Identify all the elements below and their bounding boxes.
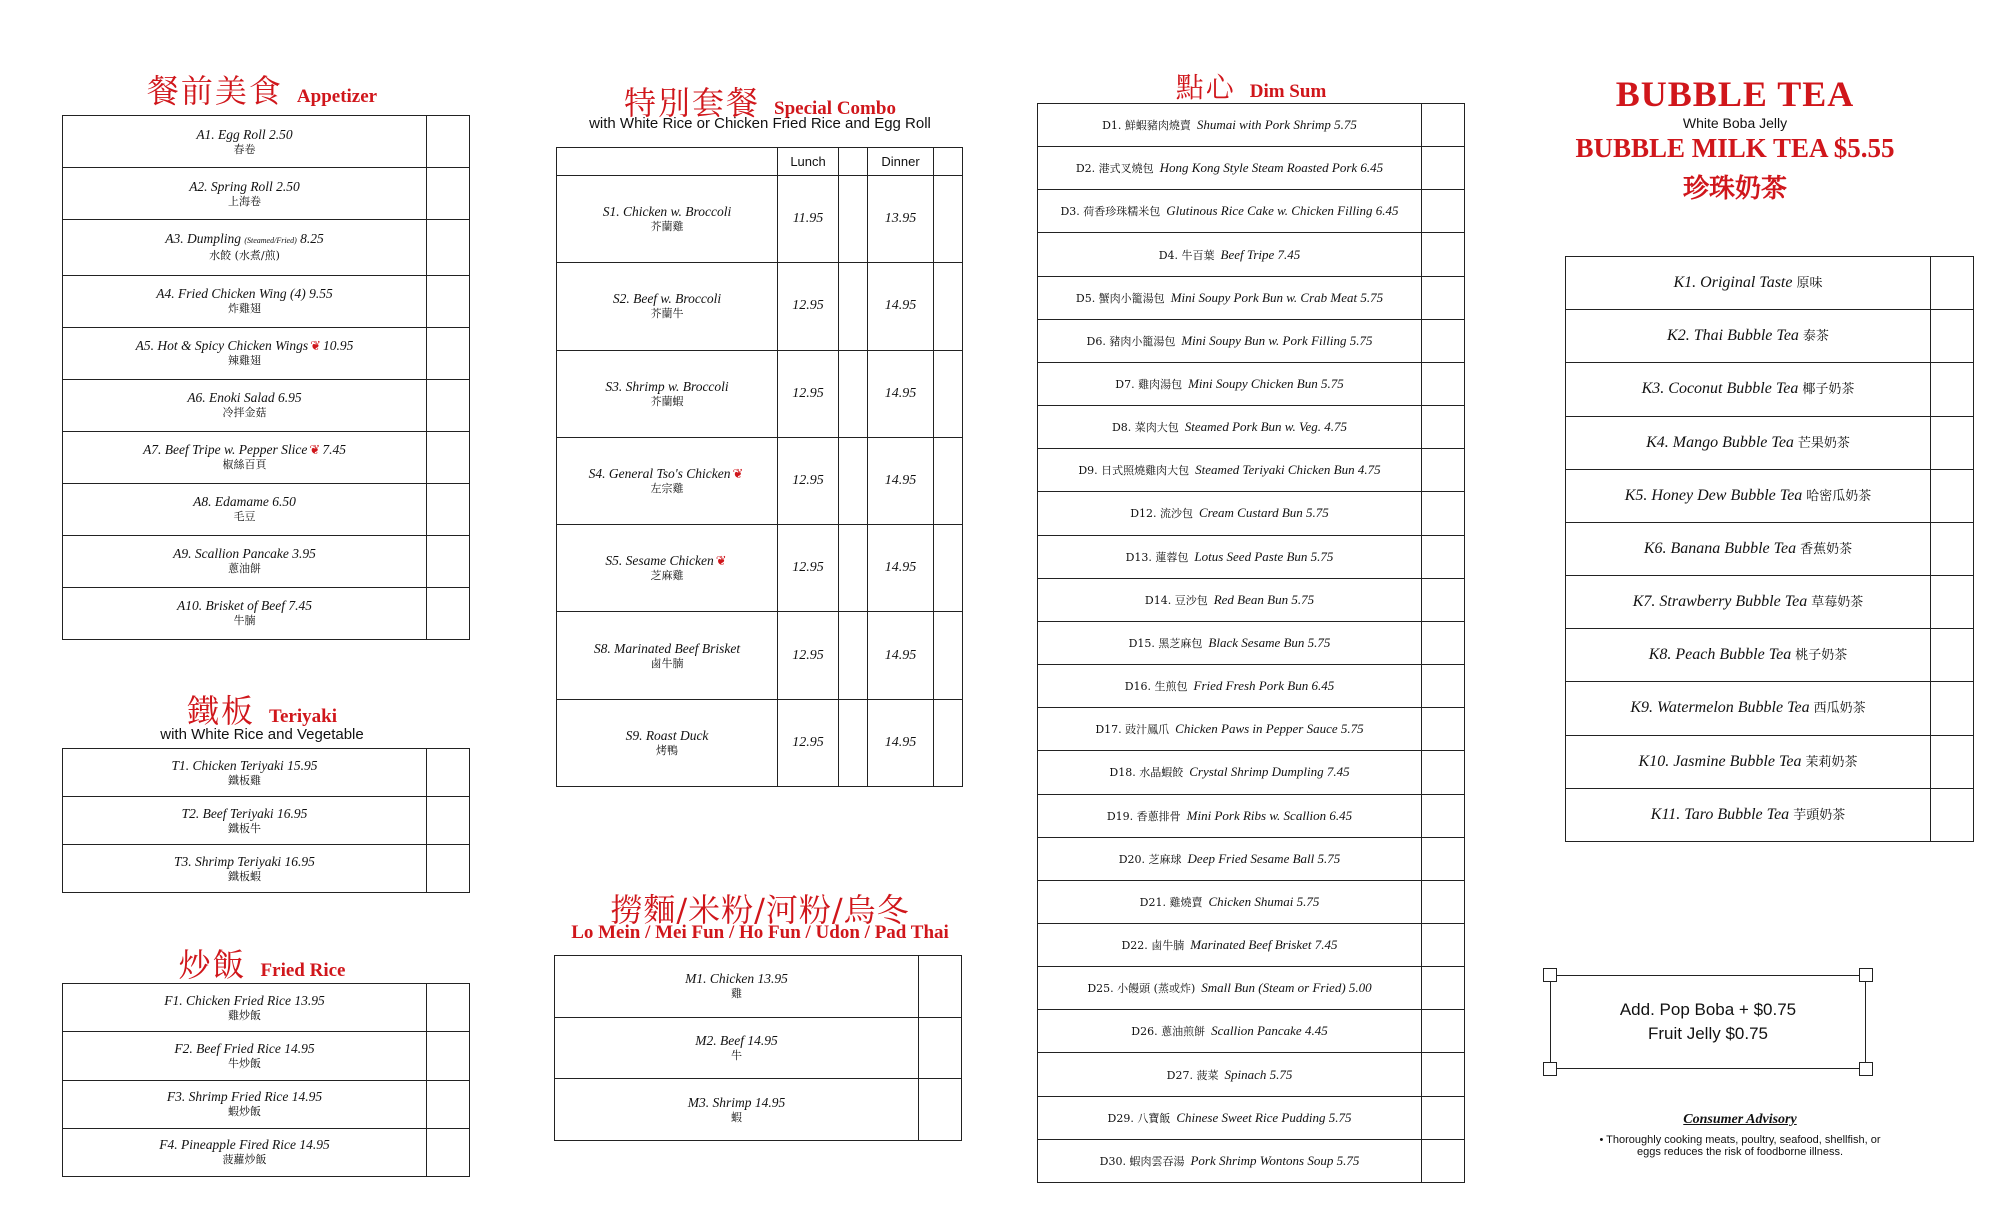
bubble-tea-table [1565,256,1974,842]
table-row: D25. 小饅頭 (蒸或炸) Small Bun (Steam or Fried) 5.00 [1038,967,1465,1010]
table-row: D19. 香蔥排骨 Mini Pork Ribs w. Scallion 6.45 [1038,794,1465,837]
table-row: A2. Spring Roll 2.50 上海卷 [63,168,470,220]
checkbox[interactable] [427,168,470,220]
frame-corner [1859,968,1873,982]
checkbox[interactable] [1931,682,1974,735]
checkbox[interactable] [427,1032,470,1080]
table-row: K10. Jasmine Bubble Tea 茉莉奶茶 [1566,735,1974,788]
bubble-milk-tea-price: BUBBLE MILK TEA $5.55 [1575,133,1895,163]
checkbox[interactable] [1422,406,1465,449]
table-header-row: Lunch Dinner [557,148,963,176]
dimsum-table [1037,103,1465,1183]
table-row: D21. 雞燒賣 Chicken Shumai 5.75 [1038,880,1465,923]
checkbox[interactable] [1422,147,1465,190]
checkbox[interactable] [1422,837,1465,880]
frame-corner [1859,1062,1873,1076]
checkbox[interactable] [427,984,470,1032]
table-row: D5. 蟹肉小籠湯包 Mini Soupy Pork Bun w. Crab Meat 5.75 [1038,276,1465,319]
table-row: K3. Coconut Bubble Tea 椰子奶茶 [1566,363,1974,416]
pepper-icon: ❦ [309,442,321,458]
checkbox[interactable] [839,699,868,786]
dimsum-title: 點心 Dim Sum [1175,71,1327,104]
combo-subtitle: with White Rice or Chicken Fried Rice and Egg Roll [589,115,931,132]
table-row: K8. Peach Bubble Tea 桃子奶茶 [1566,629,1974,682]
checkbox[interactable] [1931,469,1974,522]
table-row: D13. 蓮蓉包 Lotus Seed Paste Bun 5.75 [1038,535,1465,578]
table-row: T2. Beef Teriyaki 16.95 鐵板牛 [63,797,470,845]
checkbox[interactable] [919,1079,962,1141]
checkbox[interactable] [1931,629,1974,682]
checkbox[interactable] [1422,880,1465,923]
advisory-title: Consumer Advisory [1683,1112,1797,1127]
table-row: K11. Taro Bubble Tea 芋頭奶茶 [1566,788,1974,841]
checkbox[interactable] [1931,363,1974,416]
checkbox[interactable] [1422,1096,1465,1139]
table-row: D3. 荷香珍珠糯米包 Glutinous Rice Cake w. Chicken Filling 6.45 [1038,190,1465,233]
checkbox[interactable] [1931,416,1974,469]
checkbox[interactable] [427,275,470,327]
table-row: D18. 水晶蝦餃 Crystal Shrimp Dumpling 7.45 [1038,751,1465,794]
table-row: K9. Watermelon Bubble Tea 西瓜奶茶 [1566,682,1974,735]
appetizer-title: 餐前美食 Appetizer [146,72,378,110]
table-row: F4. Pineapple Fired Rice 14.95 菠蘿炒飯 [63,1128,470,1176]
frame-corner [1543,968,1557,982]
table-row: A9. Scallion Pancake 3.95 蔥油餅 [63,535,470,587]
table-row: A3. Dumpling (Steamed/Fried) 8.25 水餃 (水煮/煎) [63,220,470,275]
checkbox[interactable] [427,749,470,797]
table-row: D26. 蔥油煎餅 Scallion Pancake 4.45 [1038,1010,1465,1053]
checkbox[interactable] [1422,1139,1465,1182]
checkbox[interactable] [839,350,868,437]
table-row: S9. Roast Duck 烤鴨 12.95 14.95 [557,699,963,786]
checkbox[interactable] [1422,1053,1465,1096]
table-row: S8. Marinated Beef Brisket 鹵牛腩 12.95 14.95 [557,612,963,699]
checkbox[interactable] [427,327,470,379]
checkbox[interactable] [934,437,963,524]
table-row: M2. Beef 14.95 牛 [555,1017,962,1079]
table-row: D4. 牛百葉 Beef Tripe 7.45 [1038,233,1465,276]
table-row: K7. Strawberry Bubble Tea 草莓奶茶 [1566,576,1974,629]
table-row: T1. Chicken Teriyaki 15.95 鐵板雞 [63,749,470,797]
fried-rice-title: 炒飯 Fried Rice [178,946,346,984]
checkbox[interactable] [1422,751,1465,794]
combo-table [556,147,963,787]
table-row: M1. Chicken 13.95 雞 [555,956,962,1018]
checkbox[interactable] [1422,276,1465,319]
checkbox[interactable] [1422,621,1465,664]
table-row: D20. 芝麻球 Deep Fried Sesame Ball 5.75 [1038,837,1465,880]
table-row: D1. 鮮蝦豬肉燒賣 Shumai with Pork Shrimp 5.75 [1038,104,1465,147]
checkbox[interactable] [427,535,470,587]
checkbox[interactable] [1422,535,1465,578]
checkbox[interactable] [1422,319,1465,362]
checkbox[interactable] [1931,576,1974,629]
teriyaki-title: 鐵板 Teriyaki [187,692,337,730]
table-row: D8. 菜肉大包 Steamed Pork Bun w. Veg. 4.75 [1038,406,1465,449]
addon-box [1550,975,1866,1069]
consumer-advisory [1590,1112,1890,1158]
checkbox[interactable] [839,612,868,699]
table-row: S3. Shrimp w. Broccoli 芥蘭蝦 12.95 14.95 [557,350,963,437]
bubble-tea-zh: 珍珠奶茶 [1682,174,1787,204]
teriyaki-table [62,748,470,893]
checkbox[interactable] [839,176,868,263]
table-row: A1. Egg Roll 2.50 春卷 [63,116,470,168]
table-row: S2. Beef w. Broccoli 芥蘭牛 12.95 14.95 [557,263,963,350]
table-row: D15. 黑芝麻包 Black Sesame Bun 5.75 [1038,621,1465,664]
checkbox[interactable] [934,612,963,699]
checkbox[interactable] [839,525,868,612]
table-row: K6. Banana Bubble Tea 香蕉奶茶 [1566,522,1974,575]
checkbox[interactable] [934,263,963,350]
boba-jelly-note: White Boba Jelly [1682,115,1788,131]
checkbox[interactable] [934,699,963,786]
checkbox[interactable] [1931,788,1974,841]
table-row: A6. Enoki Salad 6.95 冷拌金菇 [63,379,470,431]
pepper-icon: ❦ [732,465,744,481]
table-row: D16. 生煎包 Fried Fresh Pork Bun 6.45 [1038,665,1465,708]
table-row: S1. Chicken w. Broccoli 芥蘭雞 11.95 13.95 [557,176,963,263]
checkbox[interactable] [427,1080,470,1128]
checkbox[interactable] [427,379,470,431]
table-row: D9. 日式照燒雞肉大包 Steamed Teriyaki Chicken Bun 4.75 [1038,449,1465,492]
bubble-tea-title: BUBBLE TEA [1615,74,1855,114]
table-row: A8. Edamame 6.50 毛豆 [63,483,470,535]
addon-fruit-jelly: Fruit Jelly $0.75 [1648,1024,1768,1043]
fried-rice-table [62,983,470,1177]
frame-corner [1543,1062,1557,1076]
noodles-table [554,955,962,1141]
checkbox[interactable] [1931,735,1974,788]
checkbox[interactable] [1931,522,1974,575]
table-row: D14. 豆沙包 Red Bean Bun 5.75 [1038,578,1465,621]
checkbox[interactable] [1422,190,1465,233]
table-row: T3. Shrimp Teriyaki 16.95 鐵板蝦 [63,845,470,893]
checkbox[interactable] [427,845,470,893]
checkbox[interactable] [427,116,470,168]
pepper-icon: ❦ [310,338,321,354]
checkbox[interactable] [934,350,963,437]
checkbox[interactable] [1422,1010,1465,1053]
table-row: F3. Shrimp Fried Rice 14.95 蝦炒飯 [63,1080,470,1128]
table-row: D7. 雞肉湯包 Mini Soupy Chicken Bun 5.75 [1038,362,1465,405]
table-row: K5. Honey Dew Bubble Tea 哈密瓜奶茶 [1566,469,1974,522]
checkbox[interactable] [427,431,470,483]
noodles-subtitle: Lo Mein / Mei Fun / Ho Fun / Udon / Pad Thai [571,922,949,943]
checkbox[interactable] [427,483,470,535]
checkbox[interactable] [1422,492,1465,535]
table-row: K2. Thai Bubble Tea 泰茶 [1566,310,1974,363]
table-row: A5. Hot & Spicy Chicken Wings ❦ 10.95 辣雞翅 [63,327,470,379]
teriyaki-subtitle: with White Rice and Vegetable [160,726,364,743]
checkbox[interactable] [1931,310,1974,363]
noodles-title: 撈麵/米粉/河粉/烏冬 [610,891,910,929]
table-row: S5. Sesame Chicken ❦ 芝麻雞 12.95 14.95 [557,525,963,612]
checkbox[interactable] [1422,578,1465,621]
table-row: D27. 菠菜 Spinach 5.75 [1038,1053,1465,1096]
table-row: F2. Beef Fried Rice 14.95 牛炒飯 [63,1032,470,1080]
table-row: D12. 流沙包 Cream Custard Bun 5.75 [1038,492,1465,535]
checkbox[interactable] [427,797,470,845]
checkbox[interactable] [934,525,963,612]
checkbox[interactable] [1422,362,1465,405]
appetizer-table [62,115,470,640]
table-row: A7. Beef Tripe w. Pepper Slice ❦ 7.45 椒絲百頁 [63,431,470,483]
checkbox[interactable] [427,220,470,275]
table-row: S4. General Tso's Chicken ❦ 左宗雞 12.95 14.95 [557,437,963,524]
table-row: F1. Chicken Fried Rice 13.95 雞炒飯 [63,984,470,1032]
table-row: A10. Brisket of Beef 7.45 牛腩 [63,587,470,639]
table-row: D22. 鹵牛腩 Marinated Beef Brisket 7.45 [1038,923,1465,966]
checkbox[interactable] [427,1128,470,1176]
checkbox[interactable] [1422,104,1465,147]
checkbox[interactable] [427,587,470,639]
addon-pop-boba: Add. Pop Boba + $0.75 [1619,1000,1797,1019]
checkbox[interactable] [1422,708,1465,751]
checkbox[interactable] [839,437,868,524]
checkbox[interactable] [919,1017,962,1079]
table-row: D30. 蝦肉雲吞湯 Pork Shrimp Wontons Soup 5.75 [1038,1139,1465,1182]
checkbox[interactable] [1422,923,1465,966]
table-row: D2. 港式叉燒包 Hong Kong Style Steam Roasted Pork 6.45 [1038,147,1465,190]
advisory-text: • Thoroughly cooking meats, poultry, seafood, shellfish, or eggs reduces the risk of foodborne illness. [1599,1134,1881,1158]
checkbox[interactable] [839,263,868,350]
checkbox[interactable] [934,176,963,263]
checkbox[interactable] [1422,233,1465,276]
pepper-icon: ❦ [715,553,727,569]
checkbox[interactable] [1422,794,1465,837]
table-row: A4. Fried Chicken Wing (4) 9.55 炸雞翅 [63,275,470,327]
checkbox[interactable] [1422,967,1465,1010]
table-row: D17. 豉汁鳳爪 Chicken Paws in Pepper Sauce 5.75 [1038,708,1465,751]
checkbox[interactable] [1422,665,1465,708]
checkbox[interactable] [1422,449,1465,492]
combo-title: 特別套餐 Special Combo [624,84,896,122]
table-row: K1. Original Taste 原味 [1566,257,1974,310]
table-row: K4. Mango Bubble Tea 芒果奶茶 [1566,416,1974,469]
checkbox[interactable] [1931,257,1974,310]
table-row: M3. Shrimp 14.95 蝦 [555,1079,962,1141]
checkbox[interactable] [919,956,962,1018]
table-row: D6. 豬肉小籠湯包 Mini Soupy Bun w. Pork Filling 5.75 [1038,319,1465,362]
table-row: D29. 八寶飯 Chinese Sweet Rice Pudding 5.75 [1038,1096,1465,1139]
